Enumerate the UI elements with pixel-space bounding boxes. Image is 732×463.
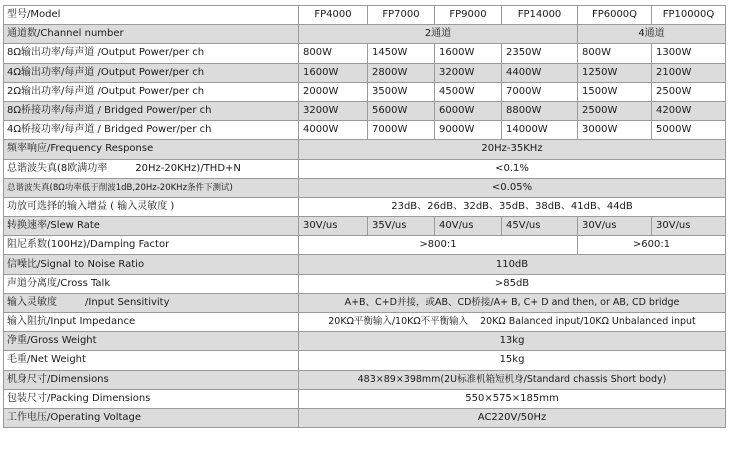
cell-value: 13kg — [299, 332, 726, 351]
power-row — [4, 63, 726, 82]
frequency-row — [4, 140, 726, 159]
channel-value-4ch: 4通道 — [578, 25, 726, 44]
cell-value: >800:1 — [299, 236, 578, 255]
cell-value: 8800W — [502, 101, 578, 120]
model-name: FP9000 — [435, 6, 502, 25]
row-label: 频率响应/Frequency Response — [4, 140, 299, 159]
cell-value: AC220V/50Hz — [299, 408, 726, 427]
cell-value: 800W — [578, 44, 652, 63]
cell-value: 1500W — [578, 82, 652, 101]
row-label: 转换速率/Slew Rate — [4, 217, 299, 236]
cell-value: 2100W — [652, 63, 726, 82]
cell-value: 1600W — [299, 63, 368, 82]
cell-value: 2350W — [502, 44, 578, 63]
row-label: 阻尼系数(100Hz)/Damping Factor — [4, 236, 299, 255]
row-label: 通道数/Channel number — [4, 25, 299, 44]
cell-value: 4400W — [502, 63, 578, 82]
cell-value: >85dB — [299, 274, 726, 293]
row-label: 净重/Gross Weight — [4, 332, 299, 351]
row-label — [4, 159, 299, 178]
cell-value: 3200W — [435, 63, 502, 82]
row-label: 8Ω桥接功率/每声道 / Bridged Power/per ch — [4, 101, 299, 120]
impedance-row — [4, 313, 726, 332]
row-label: 信噪比/Signal to Noise Ratio — [4, 255, 299, 274]
dimensions-row — [4, 370, 726, 389]
row-label: 工作电压/Operating Voltage — [4, 408, 299, 427]
cell-value: 1600W — [435, 44, 502, 63]
cell-value: 1250W — [578, 63, 652, 82]
cell-value: 1450W — [368, 44, 435, 63]
cell-value: <0.1% — [299, 159, 726, 178]
cell-value: >600:1 — [578, 236, 726, 255]
row-label: 功放可选择的输入增益 ( 输入灵敏度 ) — [4, 197, 299, 216]
cell-value: 2500W — [578, 101, 652, 120]
row-label-part: /Input Sensitivity — [85, 296, 170, 308]
cell-value: 3200W — [299, 101, 368, 120]
cell-value: 4500W — [435, 82, 502, 101]
row-label-part: 总谐波失真(8欧满功率 — [7, 162, 108, 174]
slew-row — [4, 217, 726, 236]
channel-value-2ch: 2通道 — [299, 25, 578, 44]
thd-row — [4, 178, 726, 197]
row-label: 声道分离度/Cross Talk — [4, 274, 299, 293]
power-row — [4, 101, 726, 120]
row-label: 4Ω桥接功率/每声道 / Bridged Power/per ch — [4, 121, 299, 140]
snr-row — [4, 255, 726, 274]
cell-value: 35V/us — [368, 217, 435, 236]
model-name: FP6000Q — [578, 6, 652, 25]
channel-row — [4, 25, 726, 44]
cell-value: 2000W — [299, 82, 368, 101]
cell-value-part: 20KΩ平衡输入/10KΩ不平衡输入 — [328, 316, 469, 328]
cell-value: 40V/us — [435, 217, 502, 236]
cell-value: 30V/us — [299, 217, 368, 236]
row-label: 毛重/Net Weight — [4, 351, 299, 370]
cell-value: 110dB — [299, 255, 726, 274]
model-row — [4, 6, 726, 25]
model-name: FP10000Q — [652, 6, 726, 25]
row-label: 总谐波失真(8Ω功率低于削波1dB,20Hz-20KHz条件下测试) — [4, 178, 299, 197]
row-label: 输入阻抗/Input Impedance — [4, 313, 299, 332]
row-label: 型号/Model — [4, 6, 299, 25]
row-label: 4Ω输出功率/每声道 /Output Power/per ch — [4, 63, 299, 82]
cell-value: 30V/us — [652, 217, 726, 236]
cell-value: 1300W — [652, 44, 726, 63]
cell-value: A+B、C+D并接，或AB、CD桥接/A+ B, C+ D and then, or AB, CD bridge — [299, 293, 726, 312]
cell-value: 15kg — [299, 351, 726, 370]
model-name: FP14000 — [502, 6, 578, 25]
row-label-part: 20Hz-20KHz)/THD+N — [135, 162, 241, 174]
cell-value: 5000W — [652, 121, 726, 140]
cell-value: 9000W — [435, 121, 502, 140]
cell-value: 550×575×185mm — [299, 389, 726, 408]
cell-value: 7000W — [368, 121, 435, 140]
cell-value: 4000W — [299, 121, 368, 140]
thd-row — [4, 159, 726, 178]
row-label: 包装尺寸/Packing Dimensions — [4, 389, 299, 408]
row-label-part: 输入灵敏度 — [7, 296, 57, 308]
cell-value: 14000W — [502, 121, 578, 140]
sensitivity-row — [4, 293, 726, 312]
gross-weight-row — [4, 332, 726, 351]
gain-row — [4, 197, 726, 216]
net-weight-row — [4, 351, 726, 370]
cell-value: 7000W — [502, 82, 578, 101]
model-name: FP7000 — [368, 6, 435, 25]
power-row — [4, 121, 726, 140]
power-row — [4, 82, 726, 101]
row-label: 8Ω输出功率/每声道 /Output Power/per ch — [4, 44, 299, 63]
row-label: 2Ω输出功率/每声道 /Output Power/per ch — [4, 82, 299, 101]
cell-value-part: 20KΩ Balanced input/10KΩ Unbalanced input — [480, 316, 696, 328]
spec-table — [3, 5, 726, 428]
cell-value — [299, 313, 726, 332]
cell-value: 23dB、26dB、32dB、35dB、38dB、41dB、44dB — [299, 197, 726, 216]
packing-row — [4, 389, 726, 408]
cell-value: 483×89×398mm(2U标准机箱短机身/Standard chassis Short body) — [299, 370, 726, 389]
row-label — [4, 293, 299, 312]
cell-value: 5600W — [368, 101, 435, 120]
damping-row — [4, 236, 726, 255]
crosstalk-row — [4, 274, 726, 293]
cell-value: 4200W — [652, 101, 726, 120]
cell-value: 45V/us — [502, 217, 578, 236]
cell-value: 30V/us — [578, 217, 652, 236]
power-row — [4, 44, 726, 63]
cell-value: 3500W — [368, 82, 435, 101]
cell-value: 3000W — [578, 121, 652, 140]
cell-value: 6000W — [435, 101, 502, 120]
voltage-row — [4, 408, 726, 427]
model-name: FP4000 — [299, 6, 368, 25]
row-label: 机身尺寸/Dimensions — [4, 370, 299, 389]
cell-value: 2800W — [368, 63, 435, 82]
cell-value: 800W — [299, 44, 368, 63]
cell-value: <0.05% — [299, 178, 726, 197]
cell-value: 20Hz-35KHz — [299, 140, 726, 159]
cell-value: 2500W — [652, 82, 726, 101]
